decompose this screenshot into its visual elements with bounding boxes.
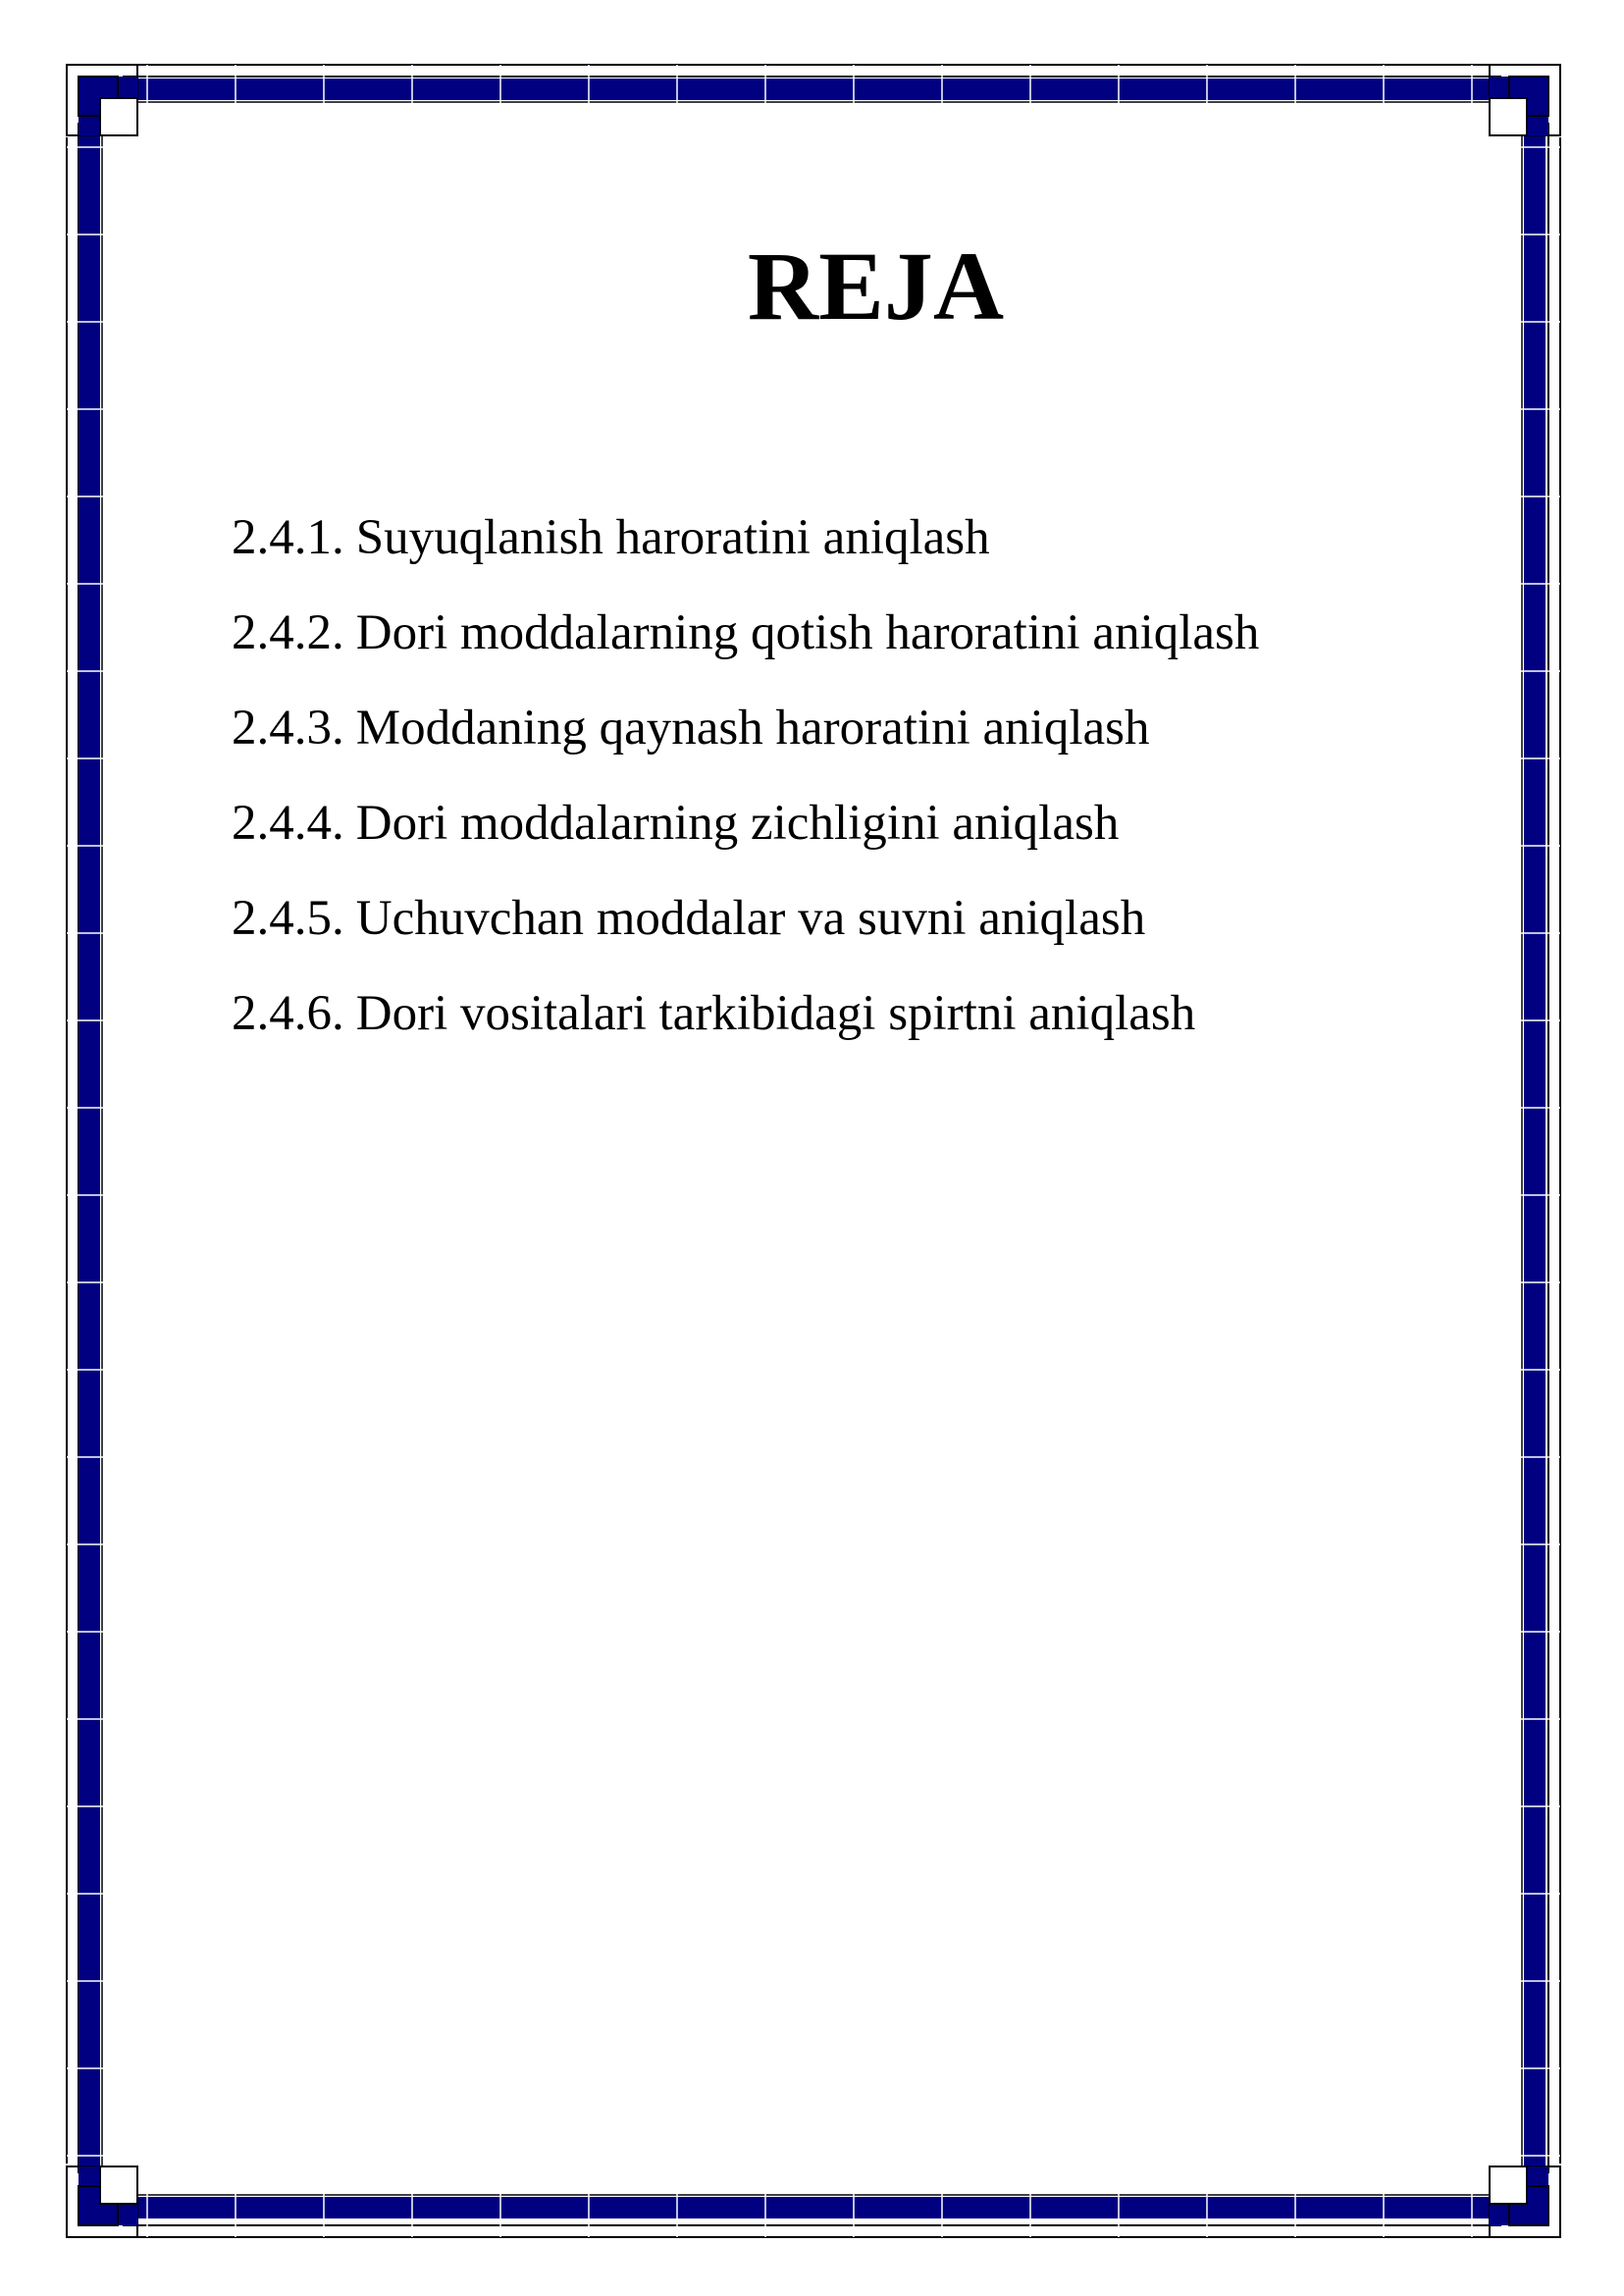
plan-item-number: 2.4.2. — [232, 605, 344, 660]
plan-item-text: Suyuqlanish haroratini aniqlash — [355, 510, 990, 565]
page-title: REJA — [747, 232, 1005, 340]
plan-item — [232, 491, 1259, 586]
border-corners — [67, 65, 1560, 2237]
plan-item — [232, 966, 1259, 1062]
plan-item — [232, 776, 1259, 871]
plan-item-text: Dori vositalari tarkibidagi spirtni aniqlash — [355, 986, 1196, 1041]
plan-item — [232, 586, 1259, 681]
plan-item-text: Uchuvchan moddalar va suvni aniqlash — [355, 891, 1146, 946]
plan-item-text: Dori moddalarning qotish haroratini aniqlash — [355, 605, 1260, 660]
plan-item-text: Dori moddalarning zichligini aniqlash — [355, 796, 1120, 851]
plan-item — [232, 681, 1259, 776]
border-band — [89, 89, 1535, 2208]
plan-item-number: 2.4.4. — [232, 796, 344, 851]
plan-item-number: 2.4.5. — [232, 891, 344, 946]
plan-item — [232, 871, 1259, 966]
border-inner-line — [102, 102, 1522, 2195]
plan-item-number: 2.4.3. — [232, 701, 344, 756]
plan-list — [232, 491, 1259, 1062]
border-outer-lines — [67, 65, 1560, 2237]
border-ticks — [67, 65, 1560, 2237]
plan-item-number: 2.4.1. — [232, 510, 344, 565]
plan-item-text: Moddaning qaynash haroratini aniqlash — [355, 701, 1150, 756]
plan-item-number: 2.4.6. — [232, 986, 344, 1041]
